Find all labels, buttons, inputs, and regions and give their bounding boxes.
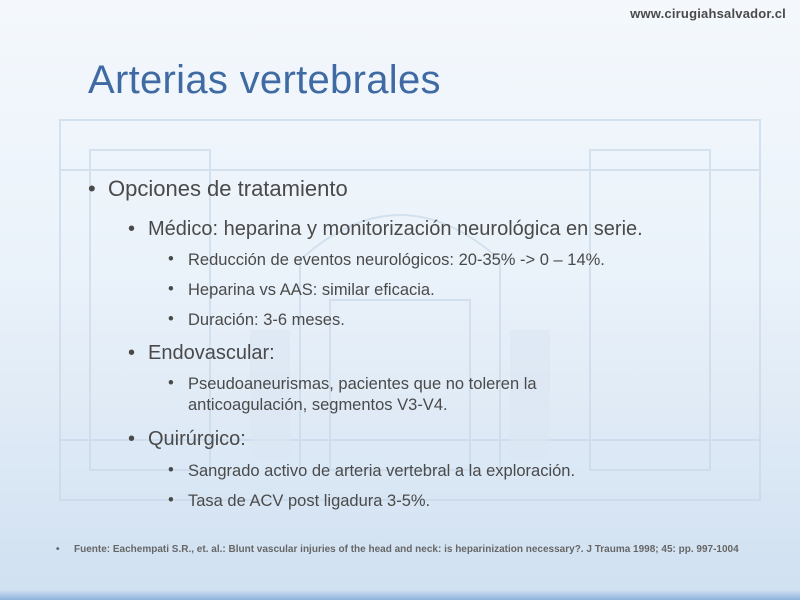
bullet-text: Sangrado activo de arteria vertebral a la exploración. bbox=[188, 462, 576, 480]
bottom-decorative-band bbox=[0, 590, 800, 600]
bullet-dot: • bbox=[168, 250, 174, 268]
bullet-text-line2: anticoagulación, segmentos V3-V4. bbox=[188, 396, 448, 414]
bullet-text: Opciones de tratamiento bbox=[108, 176, 348, 201]
bullet-dot: • bbox=[168, 280, 174, 298]
footnote-bullet-dot: • bbox=[56, 544, 60, 555]
site-url[interactable]: www.cirugiahsalvador.cl bbox=[630, 6, 786, 21]
bullet-text: Médico: heparina y monitorización neurológica en serie. bbox=[148, 218, 643, 240]
bullet-dot: • bbox=[128, 218, 136, 240]
bullet-text-line1: Pseudoaneurismas, pacientes que no toleren la bbox=[188, 375, 537, 393]
bullet-dot: • bbox=[128, 428, 136, 450]
bullet-text: Duración: 3-6 meses. bbox=[188, 311, 345, 329]
bullet-dot: • bbox=[168, 310, 174, 328]
bullet-dot: • bbox=[168, 374, 174, 392]
bullet-text: Tasa de ACV post ligadura 3-5%. bbox=[188, 492, 431, 510]
bullet-text: Heparina vs AAS: similar eficacia. bbox=[188, 281, 435, 299]
bullet-dot: • bbox=[128, 342, 136, 364]
bullet-text: Reducción de eventos neurológicos: 20-35% -> 0 – 14%. bbox=[188, 251, 605, 269]
slide-title: Arterias vertebrales bbox=[88, 58, 441, 102]
bullet-dot: • bbox=[168, 461, 174, 479]
bullet-dot: • bbox=[88, 176, 96, 201]
bullet-text: Quirúrgico: bbox=[148, 428, 246, 450]
bullet-text: Endovascular: bbox=[148, 342, 275, 364]
bullet-dot: • bbox=[168, 491, 174, 509]
footnote-text: Fuente: Eachempati S.R., et. al.: Blunt vascular injuries of the head and neck: is heparinization necessary?. J Trauma 1998; 45: pp. 997-1004 bbox=[74, 544, 739, 555]
